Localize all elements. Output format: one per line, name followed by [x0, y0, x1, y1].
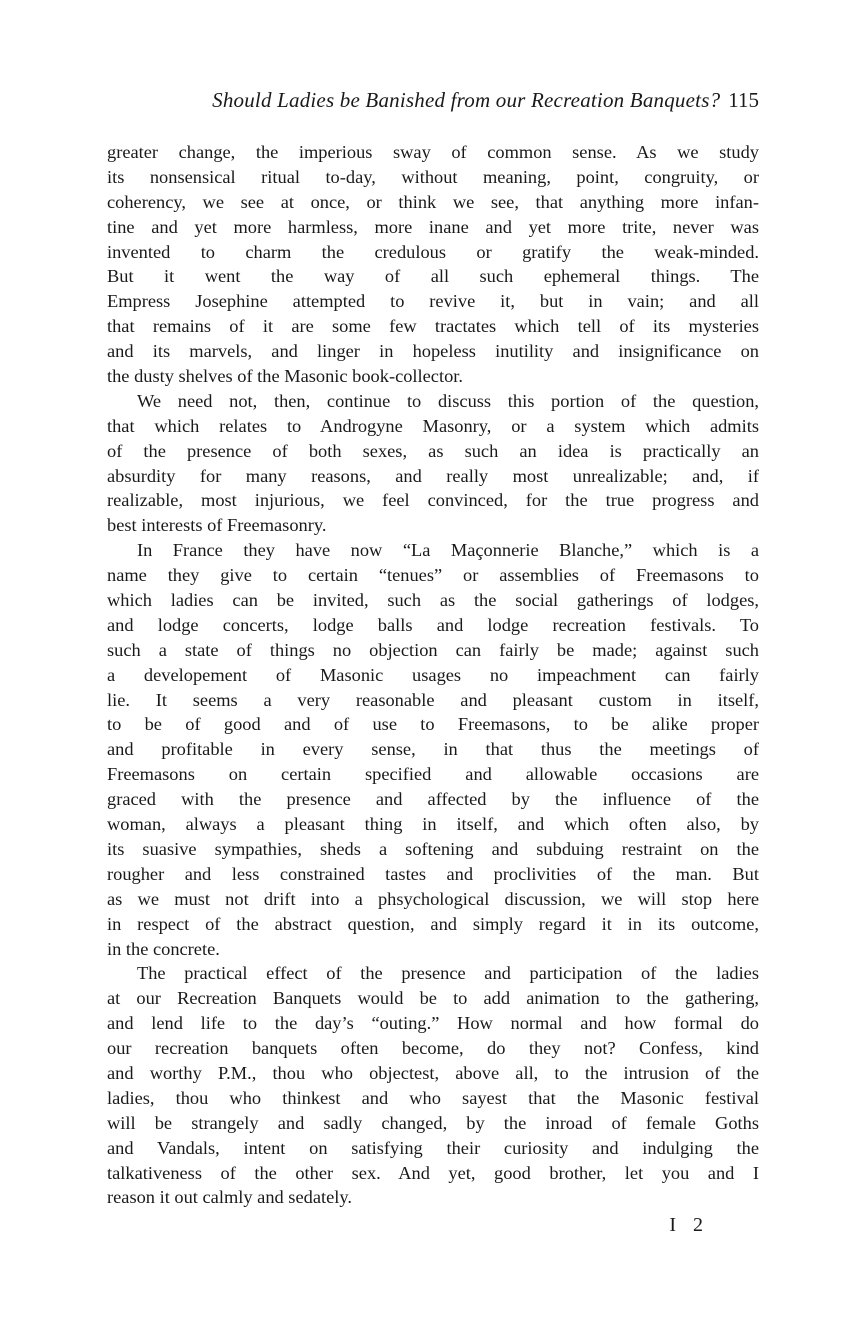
- text-line: which ladies can be invited, such as the social gatherings of lodges,: [107, 590, 759, 611]
- text-line: woman, always a pleasant thing in itself, and which often also, by: [107, 814, 759, 835]
- text-line: lie. It seems a very reasonable and pleasant custom in itself,: [107, 689, 759, 710]
- text-line: at our Recreation Banquets would be to add animation to the gathering,: [107, 988, 759, 1009]
- text-line: of the presence of both sexes, as such an idea is practically an: [107, 440, 759, 461]
- text-line: talkativeness of the other sex. And yet, good brother, let you and I: [107, 1162, 759, 1183]
- text-line: We need not, then, continue to discuss this portion of the question,: [137, 390, 759, 411]
- text-line: such a state of things no objection can fairly be made; against such: [107, 639, 759, 660]
- text-line: and profitable in every sense, in that thus the meetings of: [107, 739, 759, 760]
- text-line: will be strangely and sadly changed, by the inroad of female Goths: [107, 1112, 759, 1133]
- text-line: our recreation banquets often become, do they not? Confess, kind: [107, 1038, 759, 1059]
- text-line: a developement of Masonic usages no impeachment can fairly: [107, 664, 759, 685]
- text-line: as we must not drift into a phsychological discussion, we will stop here: [107, 888, 759, 909]
- running-header: [113, 88, 759, 118]
- text-line: its suasive sympathies, sheds a softening and subduing restraint on the: [107, 838, 759, 859]
- text-line: graced with the presence and affected by the influence of the: [107, 789, 759, 810]
- text-line: that which relates to Androgyne Masonry, or a system which admits: [107, 415, 759, 436]
- text-line: coherency, we see at once, or think we see, that anything more infan-: [107, 191, 759, 212]
- text-line: in respect of the abstract question, and simply regard it in its outcome,: [107, 913, 759, 934]
- paragraph: [107, 389, 759, 538]
- text-line: its nonsensical ritual to-day, without meaning, point, congruity, or: [107, 166, 759, 187]
- text-line: reason it out calmly and sedately.: [107, 1187, 352, 1208]
- text-line: and worthy P.M., thou who objectest, above all, to the intrusion of the: [107, 1062, 759, 1083]
- text-line: and lodge concerts, lodge balls and lodge recreation festivals. To: [107, 614, 759, 635]
- text-line: in the concrete.: [107, 938, 220, 959]
- paragraph: [107, 538, 759, 961]
- text-line: rougher and less constrained tastes and proclivities of the man. But: [107, 863, 759, 884]
- text-line: Empress Josephine attempted to revive it, but in vain; and all: [107, 291, 759, 312]
- text-line: best interests of Freemasonry.: [107, 515, 327, 536]
- text-line: and its marvels, and linger in hopeless inutility and insignificance on: [107, 341, 759, 362]
- text-line: and Vandals, intent on satisfying their curiosity and indulging the: [107, 1137, 759, 1158]
- text-line: name they give to certain “tenues” or assemblies of Freemasons to: [107, 565, 759, 586]
- text-line: invented to charm the credulous or gratify the weak-minded.: [107, 241, 759, 262]
- body-text: [107, 140, 759, 1210]
- text-line: that remains of it are some few tractates which tell of its mysteries: [107, 316, 759, 337]
- paragraph: [107, 140, 759, 389]
- text-line: The practical effect of the presence and participation of the ladies: [137, 963, 759, 984]
- running-title: Should Ladies be Banished from our Recreation Banquets?: [212, 88, 721, 112]
- text-line: But it went the way of all such ephemeral things. The: [107, 266, 759, 287]
- text-line: ladies, thou who thinkest and who sayest that the Masonic festival: [107, 1087, 759, 1108]
- text-line: absurdity for many reasons, and really most unrealizable; and, if: [107, 465, 759, 486]
- signature-mark: I 2: [669, 1214, 709, 1237]
- text-line: tine and yet more harmless, more inane and yet more trite, never was: [107, 216, 759, 237]
- paragraph: [107, 961, 759, 1210]
- text-line: realizable, most injurious, we feel convinced, for the true progress and: [107, 490, 759, 511]
- page-number: 115: [728, 88, 759, 112]
- text-line: to be of good and of use to Freemasons, to be alike proper: [107, 714, 759, 735]
- text-line: In France they have now “La Maçonnerie Blanche,” which is a: [137, 540, 759, 561]
- text-line: Freemasons on certain specified and allowable occasions are: [107, 764, 759, 785]
- text-line: greater change, the imperious sway of common sense. As we study: [107, 142, 759, 162]
- text-line: and lend life to the day’s “outing.” How normal and how formal do: [107, 1013, 759, 1034]
- book-page: [107, 88, 759, 1237]
- text-line: the dusty shelves of the Masonic book-collector.: [107, 366, 463, 387]
